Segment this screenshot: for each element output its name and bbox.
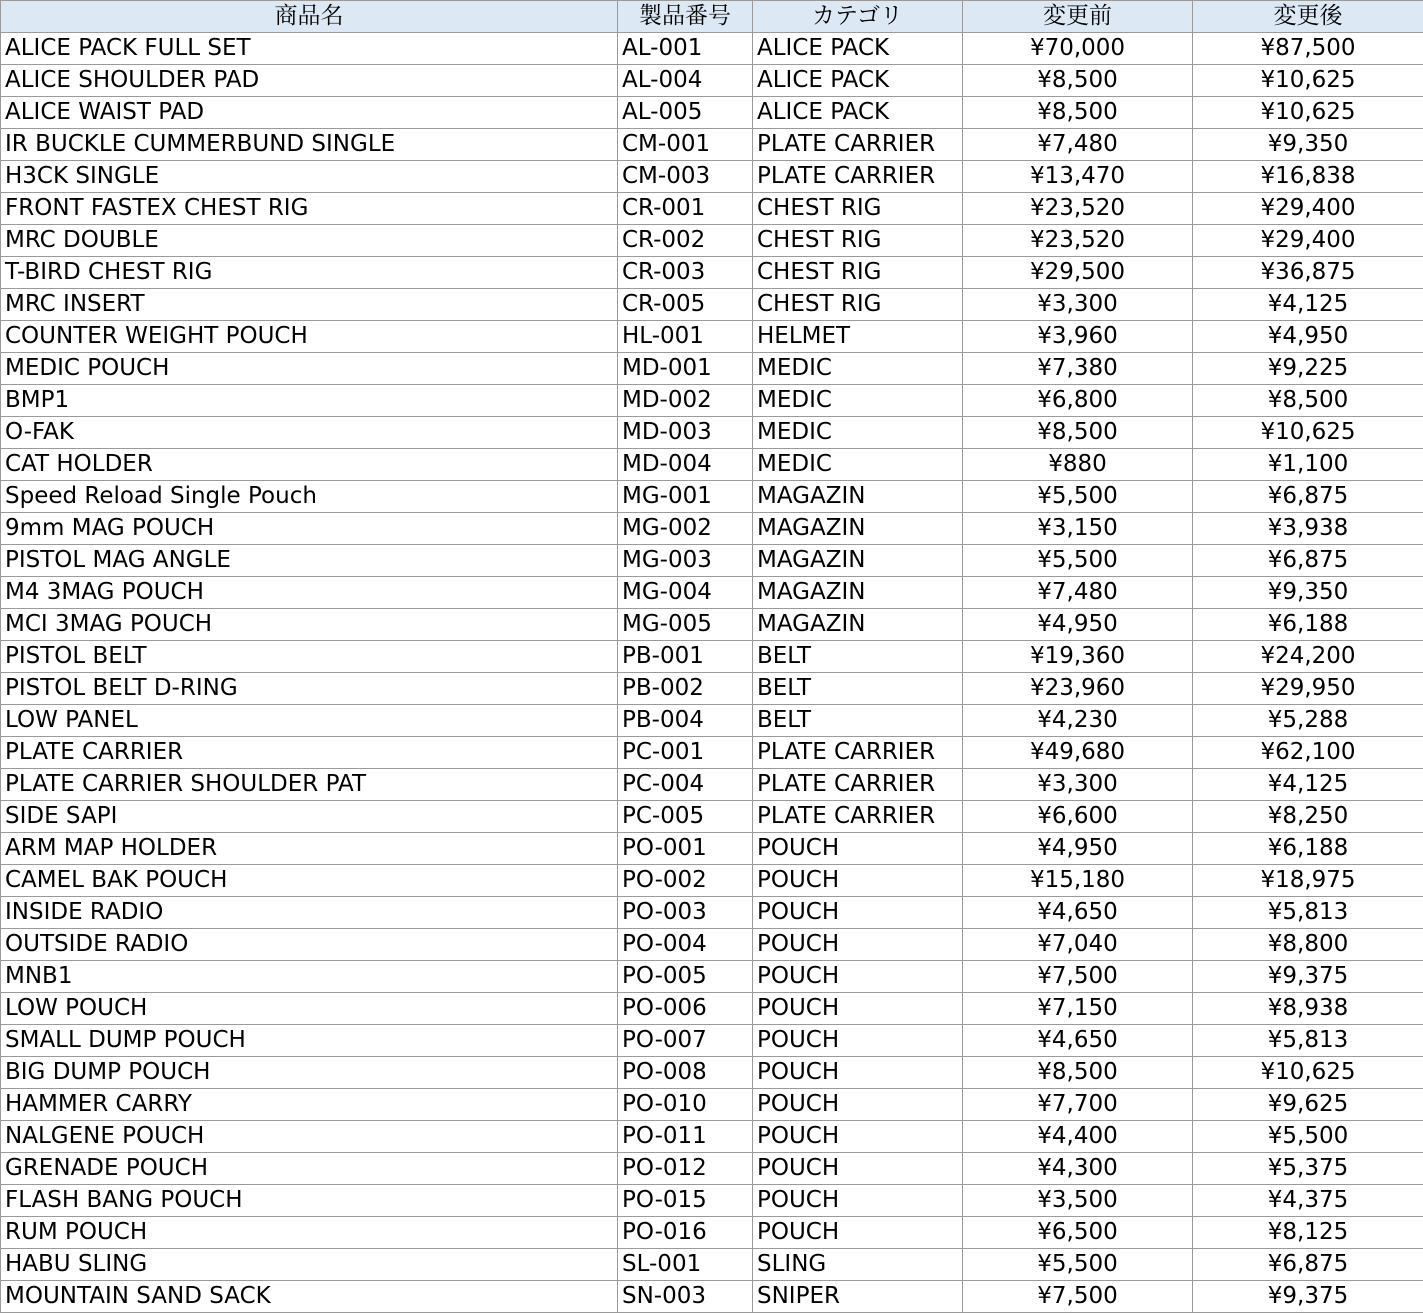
- cell-category[interactable]: MAGAZIN: [753, 481, 963, 513]
- cell-category[interactable]: MEDIC: [753, 353, 963, 385]
- cell-price-before[interactable]: ¥3,300: [963, 769, 1193, 801]
- cell-product-name[interactable]: MRC DOUBLE: [1, 225, 618, 257]
- header-product-code[interactable]: 製品番号: [618, 1, 753, 33]
- cell-product-code[interactable]: MG-005: [618, 609, 753, 641]
- cell-product-name[interactable]: RUM POUCH: [1, 1217, 618, 1249]
- cell-product-code[interactable]: SL-001: [618, 1249, 753, 1281]
- cell-category[interactable]: BELT: [753, 705, 963, 737]
- cell-product-name[interactable]: PLATE CARRIER SHOULDER PAT: [1, 769, 618, 801]
- table-row: [1, 961, 1423, 993]
- header-category[interactable]: カテゴリ: [753, 1, 963, 33]
- cell-category[interactable]: PLATE CARRIER: [753, 769, 963, 801]
- table-row: [1, 737, 1423, 769]
- cell-product-name[interactable]: ARM MAP HOLDER: [1, 833, 618, 865]
- cell-category[interactable]: CHEST RIG: [753, 225, 963, 257]
- cell-price-before[interactable]: ¥23,520: [963, 225, 1193, 257]
- cell-product-code[interactable]: HL-001: [618, 321, 753, 353]
- cell-price-before[interactable]: ¥3,500: [963, 1185, 1193, 1217]
- table-row: [1, 417, 1423, 449]
- cell-price-before[interactable]: ¥4,650: [963, 897, 1193, 929]
- cell-product-code[interactable]: MG-003: [618, 545, 753, 577]
- table-row: [1, 1057, 1423, 1089]
- cell-price-before[interactable]: ¥6,600: [963, 801, 1193, 833]
- cell-product-code[interactable]: CM-003: [618, 161, 753, 193]
- cell-product-name[interactable]: PISTOL MAG ANGLE: [1, 545, 618, 577]
- cell-price-before[interactable]: ¥5,500: [963, 1249, 1193, 1281]
- table-row: [1, 481, 1423, 513]
- cell-price-before[interactable]: ¥880: [963, 449, 1193, 481]
- cell-price-after[interactable]: ¥9,225: [1193, 353, 1423, 385]
- cell-price-after[interactable]: ¥62,100: [1193, 737, 1423, 769]
- cell-category[interactable]: ALICE PACK: [753, 65, 963, 97]
- cell-product-name[interactable]: COUNTER WEIGHT POUCH: [1, 321, 618, 353]
- table-body: [1, 33, 1423, 1313]
- cell-category[interactable]: PLATE CARRIER: [753, 737, 963, 769]
- cell-product-code[interactable]: MG-001: [618, 481, 753, 513]
- cell-product-code[interactable]: SN-003: [618, 1281, 753, 1313]
- cell-price-before[interactable]: ¥8,500: [963, 417, 1193, 449]
- cell-price-after[interactable]: ¥8,938: [1193, 993, 1423, 1025]
- cell-category[interactable]: POUCH: [753, 1025, 963, 1057]
- cell-product-name[interactable]: NALGENE POUCH: [1, 1121, 618, 1153]
- cell-price-after[interactable]: ¥5,813: [1193, 897, 1423, 929]
- table-row: [1, 385, 1423, 417]
- cell-category[interactable]: POUCH: [753, 1057, 963, 1089]
- cell-product-name[interactable]: MCI 3MAG POUCH: [1, 609, 618, 641]
- cell-price-before[interactable]: ¥7,500: [963, 1281, 1193, 1313]
- cell-price-after[interactable]: ¥9,350: [1193, 577, 1423, 609]
- table-row: [1, 929, 1423, 961]
- cell-product-name[interactable]: CAT HOLDER: [1, 449, 618, 481]
- cell-price-after[interactable]: ¥16,838: [1193, 161, 1423, 193]
- cell-category[interactable]: ALICE PACK: [753, 97, 963, 129]
- cell-price-before[interactable]: ¥13,470: [963, 161, 1193, 193]
- cell-category[interactable]: POUCH: [753, 929, 963, 961]
- cell-category[interactable]: ALICE PACK: [753, 33, 963, 65]
- cell-product-name[interactable]: GRENADE POUCH: [1, 1153, 618, 1185]
- cell-category[interactable]: SNIPER: [753, 1281, 963, 1313]
- cell-price-after[interactable]: ¥9,350: [1193, 129, 1423, 161]
- table-row: [1, 897, 1423, 929]
- cell-price-after[interactable]: ¥6,875: [1193, 545, 1423, 577]
- cell-product-name[interactable]: FRONT FASTEX CHEST RIG: [1, 193, 618, 225]
- cell-price-after[interactable]: ¥4,125: [1193, 769, 1423, 801]
- cell-price-before[interactable]: ¥15,180: [963, 865, 1193, 897]
- cell-category[interactable]: POUCH: [753, 1089, 963, 1121]
- cell-product-name[interactable]: FLASH BANG POUCH: [1, 1185, 618, 1217]
- cell-product-name[interactable]: OUTSIDE RADIO: [1, 929, 618, 961]
- cell-product-name[interactable]: BIG DUMP POUCH: [1, 1057, 618, 1089]
- cell-product-code[interactable]: PC-004: [618, 769, 753, 801]
- cell-product-code[interactable]: PO-012: [618, 1153, 753, 1185]
- cell-price-after[interactable]: ¥29,400: [1193, 193, 1423, 225]
- cell-price-before[interactable]: ¥4,950: [963, 609, 1193, 641]
- header-product-name[interactable]: 商品名: [1, 1, 618, 33]
- cell-price-after[interactable]: ¥8,500: [1193, 385, 1423, 417]
- cell-price-after[interactable]: ¥36,875: [1193, 257, 1423, 289]
- cell-product-code[interactable]: CR-002: [618, 225, 753, 257]
- cell-product-name[interactable]: 9mm MAG POUCH: [1, 513, 618, 545]
- cell-category[interactable]: MEDIC: [753, 449, 963, 481]
- cell-price-before[interactable]: ¥8,500: [963, 97, 1193, 129]
- cell-price-before[interactable]: ¥7,150: [963, 993, 1193, 1025]
- cell-category[interactable]: MAGAZIN: [753, 609, 963, 641]
- table-row: [1, 577, 1423, 609]
- cell-category[interactable]: CHEST RIG: [753, 193, 963, 225]
- table-row: [1, 353, 1423, 385]
- cell-product-code[interactable]: PO-011: [618, 1121, 753, 1153]
- cell-price-after[interactable]: ¥10,625: [1193, 1057, 1423, 1089]
- cell-product-code[interactable]: PO-006: [618, 993, 753, 1025]
- cell-category[interactable]: POUCH: [753, 833, 963, 865]
- cell-product-name[interactable]: MNB1: [1, 961, 618, 993]
- cell-price-before[interactable]: ¥7,040: [963, 929, 1193, 961]
- cell-price-after[interactable]: ¥29,950: [1193, 673, 1423, 705]
- cell-product-code[interactable]: MG-004: [618, 577, 753, 609]
- cell-product-code[interactable]: PC-001: [618, 737, 753, 769]
- table-row: [1, 1089, 1423, 1121]
- cell-category[interactable]: POUCH: [753, 1217, 963, 1249]
- cell-price-before[interactable]: ¥4,230: [963, 705, 1193, 737]
- cell-price-after[interactable]: ¥9,375: [1193, 961, 1423, 993]
- cell-product-code[interactable]: PO-015: [618, 1185, 753, 1217]
- cell-product-name[interactable]: PLATE CARRIER: [1, 737, 618, 769]
- cell-price-before[interactable]: ¥3,150: [963, 513, 1193, 545]
- cell-product-code[interactable]: CR-001: [618, 193, 753, 225]
- cell-category[interactable]: HELMET: [753, 321, 963, 353]
- cell-category[interactable]: POUCH: [753, 1185, 963, 1217]
- cell-price-after[interactable]: ¥10,625: [1193, 97, 1423, 129]
- cell-category[interactable]: POUCH: [753, 1153, 963, 1185]
- table-row: [1, 513, 1423, 545]
- cell-price-after[interactable]: ¥8,125: [1193, 1217, 1423, 1249]
- cell-price-after[interactable]: ¥3,938: [1193, 513, 1423, 545]
- cell-category[interactable]: BELT: [753, 673, 963, 705]
- table-row: [1, 1185, 1423, 1217]
- cell-price-after[interactable]: ¥6,875: [1193, 1249, 1423, 1281]
- cell-product-code[interactable]: PO-002: [618, 865, 753, 897]
- cell-product-name[interactable]: MRC INSERT: [1, 289, 618, 321]
- cell-category[interactable]: MEDIC: [753, 417, 963, 449]
- cell-price-after[interactable]: ¥8,800: [1193, 929, 1423, 961]
- cell-category[interactable]: POUCH: [753, 897, 963, 929]
- cell-price-before[interactable]: ¥8,500: [963, 65, 1193, 97]
- header-price-after[interactable]: 変更後: [1193, 1, 1423, 33]
- cell-category[interactable]: PLATE CARRIER: [753, 161, 963, 193]
- table-row: [1, 1025, 1423, 1057]
- cell-product-code[interactable]: PO-005: [618, 961, 753, 993]
- table-row: [1, 193, 1423, 225]
- cell-product-code[interactable]: PB-004: [618, 705, 753, 737]
- cell-product-code[interactable]: MD-002: [618, 385, 753, 417]
- cell-product-name[interactable]: PISTOL BELT: [1, 641, 618, 673]
- table-row: [1, 545, 1423, 577]
- cell-price-after[interactable]: ¥4,375: [1193, 1185, 1423, 1217]
- table-row: [1, 225, 1423, 257]
- cell-product-name[interactable]: T-BIRD CHEST RIG: [1, 257, 618, 289]
- cell-price-after[interactable]: ¥9,625: [1193, 1089, 1423, 1121]
- cell-product-code[interactable]: CR-005: [618, 289, 753, 321]
- cell-product-name[interactable]: M4 3MAG POUCH: [1, 577, 618, 609]
- cell-price-before[interactable]: ¥7,480: [963, 577, 1193, 609]
- cell-product-name[interactable]: ALICE PACK FULL SET: [1, 33, 618, 65]
- cell-price-before[interactable]: ¥7,700: [963, 1089, 1193, 1121]
- table-row: [1, 161, 1423, 193]
- cell-price-after[interactable]: ¥1,100: [1193, 449, 1423, 481]
- cell-price-before[interactable]: ¥6,500: [963, 1217, 1193, 1249]
- cell-product-name[interactable]: SIDE SAPI: [1, 801, 618, 833]
- cell-price-after[interactable]: ¥9,375: [1193, 1281, 1423, 1313]
- cell-product-code[interactable]: CM-001: [618, 129, 753, 161]
- cell-category[interactable]: BELT: [753, 641, 963, 673]
- cell-price-after[interactable]: ¥4,950: [1193, 321, 1423, 353]
- cell-product-name[interactable]: INSIDE RADIO: [1, 897, 618, 929]
- cell-price-before[interactable]: ¥5,500: [963, 545, 1193, 577]
- cell-product-name[interactable]: ALICE SHOULDER PAD: [1, 65, 618, 97]
- table-row: [1, 1217, 1423, 1249]
- cell-price-after[interactable]: ¥87,500: [1193, 33, 1423, 65]
- table-row: [1, 257, 1423, 289]
- cell-product-name[interactable]: ALICE WAIST PAD: [1, 97, 618, 129]
- cell-product-name[interactable]: LOW PANEL: [1, 705, 618, 737]
- cell-category[interactable]: POUCH: [753, 865, 963, 897]
- cell-product-code[interactable]: PO-010: [618, 1089, 753, 1121]
- cell-price-before[interactable]: ¥8,500: [963, 1057, 1193, 1089]
- cell-price-before[interactable]: ¥49,680: [963, 737, 1193, 769]
- cell-price-before[interactable]: ¥3,960: [963, 321, 1193, 353]
- cell-price-after[interactable]: ¥5,375: [1193, 1153, 1423, 1185]
- cell-price-after[interactable]: ¥5,500: [1193, 1121, 1423, 1153]
- cell-product-name[interactable]: PISTOL BELT D-RING: [1, 673, 618, 705]
- cell-product-code[interactable]: AL-004: [618, 65, 753, 97]
- cell-category[interactable]: MEDIC: [753, 385, 963, 417]
- cell-price-after[interactable]: ¥6,188: [1193, 609, 1423, 641]
- cell-category[interactable]: SLING: [753, 1249, 963, 1281]
- cell-product-name[interactable]: HABU SLING: [1, 1249, 618, 1281]
- cell-category[interactable]: MAGAZIN: [753, 513, 963, 545]
- cell-product-name[interactable]: Speed Reload Single Pouch: [1, 481, 618, 513]
- table-row: [1, 97, 1423, 129]
- table-row: [1, 801, 1423, 833]
- cell-price-before[interactable]: ¥5,500: [963, 481, 1193, 513]
- table-row: [1, 449, 1423, 481]
- cell-product-code[interactable]: PB-002: [618, 673, 753, 705]
- cell-product-name[interactable]: IR BUCKLE CUMMERBUND SINGLE: [1, 129, 618, 161]
- table-row: [1, 641, 1423, 673]
- table-row: [1, 993, 1423, 1025]
- table-row: [1, 1281, 1423, 1313]
- table-row: [1, 673, 1423, 705]
- table-row: [1, 129, 1423, 161]
- cell-category[interactable]: MAGAZIN: [753, 545, 963, 577]
- cell-product-name[interactable]: MEDIC POUCH: [1, 353, 618, 385]
- table-row: [1, 33, 1423, 65]
- cell-product-code[interactable]: MD-003: [618, 417, 753, 449]
- cell-price-before[interactable]: ¥3,300: [963, 289, 1193, 321]
- cell-product-name[interactable]: SMALL DUMP POUCH: [1, 1025, 618, 1057]
- table-row: [1, 769, 1423, 801]
- cell-product-code[interactable]: PO-016: [618, 1217, 753, 1249]
- cell-category[interactable]: PLATE CARRIER: [753, 129, 963, 161]
- cell-price-after[interactable]: ¥6,875: [1193, 481, 1423, 513]
- cell-category[interactable]: POUCH: [753, 961, 963, 993]
- cell-product-code[interactable]: PO-001: [618, 833, 753, 865]
- cell-product-name[interactable]: H3CK SINGLE: [1, 161, 618, 193]
- cell-price-before[interactable]: ¥7,380: [963, 353, 1193, 385]
- cell-product-name[interactable]: LOW POUCH: [1, 993, 618, 1025]
- cell-price-before[interactable]: ¥7,500: [963, 961, 1193, 993]
- table-row: [1, 1249, 1423, 1281]
- cell-price-before[interactable]: ¥4,300: [963, 1153, 1193, 1185]
- cell-product-name[interactable]: BMP1: [1, 385, 618, 417]
- cell-price-before[interactable]: ¥4,400: [963, 1121, 1193, 1153]
- cell-price-before[interactable]: ¥4,950: [963, 833, 1193, 865]
- cell-product-name[interactable]: CAMEL BAK POUCH: [1, 865, 618, 897]
- cell-price-after[interactable]: ¥10,625: [1193, 65, 1423, 97]
- table-row: [1, 321, 1423, 353]
- header-price-before[interactable]: 変更前: [963, 1, 1193, 33]
- cell-price-before[interactable]: ¥7,480: [963, 129, 1193, 161]
- cell-product-code[interactable]: PO-003: [618, 897, 753, 929]
- cell-product-code[interactable]: PO-007: [618, 1025, 753, 1057]
- cell-product-code[interactable]: CR-003: [618, 257, 753, 289]
- cell-price-after[interactable]: ¥4,125: [1193, 289, 1423, 321]
- cell-price-before[interactable]: ¥23,520: [963, 193, 1193, 225]
- cell-price-before[interactable]: ¥19,360: [963, 641, 1193, 673]
- cell-category[interactable]: CHEST RIG: [753, 257, 963, 289]
- cell-price-after[interactable]: ¥29,400: [1193, 225, 1423, 257]
- cell-product-name[interactable]: HAMMER CARRY: [1, 1089, 618, 1121]
- table-row: [1, 65, 1423, 97]
- cell-price-before[interactable]: ¥70,000: [963, 33, 1193, 65]
- header-row: [1, 1, 1423, 33]
- cell-product-code[interactable]: AL-001: [618, 33, 753, 65]
- table-row: [1, 289, 1423, 321]
- cell-product-code[interactable]: PB-001: [618, 641, 753, 673]
- table-row: [1, 609, 1423, 641]
- cell-price-after[interactable]: ¥8,250: [1193, 801, 1423, 833]
- cell-category[interactable]: POUCH: [753, 993, 963, 1025]
- cell-category[interactable]: PLATE CARRIER: [753, 801, 963, 833]
- cell-category[interactable]: POUCH: [753, 1121, 963, 1153]
- cell-price-after[interactable]: ¥10,625: [1193, 417, 1423, 449]
- cell-price-after[interactable]: ¥5,288: [1193, 705, 1423, 737]
- cell-price-before[interactable]: ¥6,800: [963, 385, 1193, 417]
- cell-product-code[interactable]: MD-001: [618, 353, 753, 385]
- table-row: [1, 833, 1423, 865]
- cell-product-code[interactable]: PO-008: [618, 1057, 753, 1089]
- cell-product-name[interactable]: O-FAK: [1, 417, 618, 449]
- cell-price-after[interactable]: ¥24,200: [1193, 641, 1423, 673]
- cell-product-code[interactable]: MG-002: [618, 513, 753, 545]
- table-row: [1, 865, 1423, 897]
- table-row: [1, 1121, 1423, 1153]
- cell-price-before[interactable]: ¥23,960: [963, 673, 1193, 705]
- cell-product-code[interactable]: PO-004: [618, 929, 753, 961]
- cell-product-code[interactable]: PC-005: [618, 801, 753, 833]
- cell-price-after[interactable]: ¥5,813: [1193, 1025, 1423, 1057]
- cell-price-after[interactable]: ¥18,975: [1193, 865, 1423, 897]
- table-row: [1, 705, 1423, 737]
- cell-price-before[interactable]: ¥29,500: [963, 257, 1193, 289]
- cell-category[interactable]: MAGAZIN: [753, 577, 963, 609]
- cell-price-before[interactable]: ¥4,650: [963, 1025, 1193, 1057]
- table-row: [1, 1153, 1423, 1185]
- cell-price-after[interactable]: ¥6,188: [1193, 833, 1423, 865]
- cell-category[interactable]: CHEST RIG: [753, 289, 963, 321]
- cell-product-code[interactable]: AL-005: [618, 97, 753, 129]
- cell-product-code[interactable]: MD-004: [618, 449, 753, 481]
- cell-product-name[interactable]: MOUNTAIN SAND SACK: [1, 1281, 618, 1313]
